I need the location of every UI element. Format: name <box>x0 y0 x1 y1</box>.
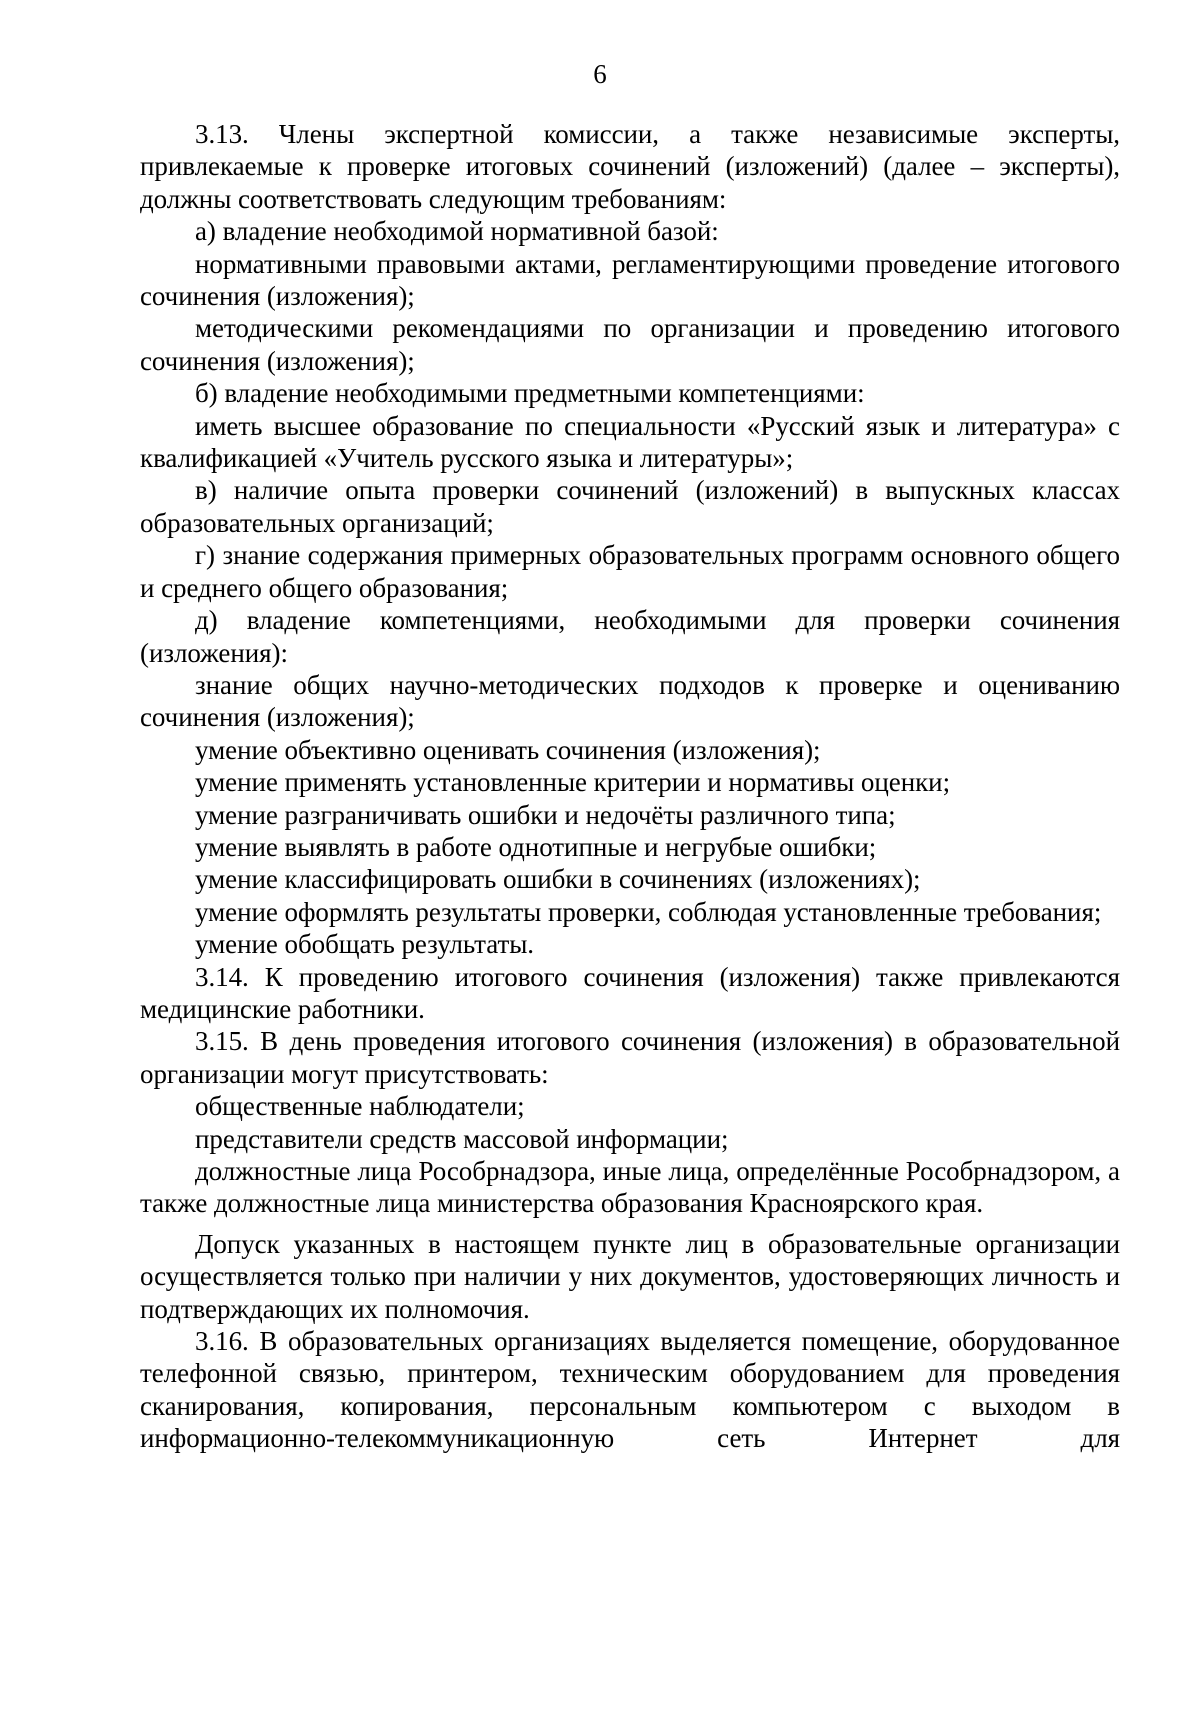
paragraph-media-representatives: представители средств массовой информации; <box>195 1123 729 1154</box>
paragraph-higher-education: иметь высшее образование по специальности «Русский язык и литература» с квалификацией «Учитель русского языка и литературы»; <box>140 410 1120 474</box>
paragraph-normative-acts: нормативными правовыми актами, регламентирующими проведение итогового сочинения (изложения); <box>140 248 1120 312</box>
paragraph-skill-classify-errors: умение классифицировать ошибки в сочинениях (изложениях); <box>195 864 921 895</box>
document-body <box>140 118 1120 1455</box>
page-number: 6 <box>593 59 607 89</box>
paragraph-admission: Допуск указанных в настоящем пункте лиц в образовательные организации осуществляется только при наличии у них документов, удостоверяющих личность и подтверждающих их полномочия. <box>140 1228 1120 1324</box>
paragraph-3-13: 3.13. Члены экспертной комиссии, а также независимые эксперты, привлекаемые к проверке итоговых сочинений (изложений) (далее – эксперты), должны соответствовать следующим требованиям: <box>140 119 1120 214</box>
paragraph-knowledge-approaches: знание общих научно-методических подходов к проверке и оцениванию сочинения (изложения); <box>140 669 1120 733</box>
paragraph-item-d: д) владение компетенциями, необходимыми для проверки сочинения (изложения): <box>140 605 1120 668</box>
paragraph-item-b: б) владение необходимыми предметными компетенциями: <box>195 378 865 409</box>
paragraph-methodical-recommendations: методическими рекомендациями по организации и проведению итогового сочинения (изложения); <box>140 313 1120 376</box>
paragraph-officials: должностные лица Рособрнадзора, иные лица, определённые Рособрнадзором, а также должностные лица министерства образования Красноярского края. <box>140 1156 1120 1219</box>
paragraph-skill-evaluate: умение объективно оценивать сочинения (изложения); <box>195 734 821 765</box>
paragraph-item-a: а) владение необходимой нормативной базой: <box>195 216 719 247</box>
paragraph-skill-summarize: умение обобщать результаты. <box>195 929 534 960</box>
paragraph-skill-format-results: умение оформлять результаты проверки, соблюдая установленные требования; <box>195 896 1102 927</box>
paragraph-skill-identify-errors: умение выявлять в работе однотипные и негрубые ошибки; <box>195 831 877 862</box>
paragraph-skill-apply-criteria: умение применять установленные критерии и нормативы оценки; <box>195 767 951 798</box>
paragraph-3-14: 3.14. К проведению итогового сочинения (изложения) также привлекаются медицинские работники. <box>140 961 1120 1024</box>
paragraph-skill-distinguish-errors: умение разграничивать ошибки и недочёты различного типа; <box>195 799 896 830</box>
paragraph-item-v: в) наличие опыта проверки сочинений (изложений) в выпускных классах образовательных организаций; <box>140 475 1120 538</box>
paragraph-3-15: 3.15. В день проведения итогового сочинения (изложения) в образовательной организации могут присутствовать: <box>140 1026 1120 1089</box>
paragraph-item-g: г) знание содержания примерных образовательных программ основного общего и среднего общего образования; <box>140 540 1120 603</box>
paragraph-public-observers: общественные наблюдатели; <box>195 1091 525 1122</box>
paragraph-3-16: 3.16. В образовательных организациях выделяется помещение, оборудованное телефонной связью, принтером, техническим оборудованием для проведения сканирования, копирования, персональным компьютером с выходом в информационно-телекоммуникационную сеть Интернет для <box>140 1326 1120 1454</box>
